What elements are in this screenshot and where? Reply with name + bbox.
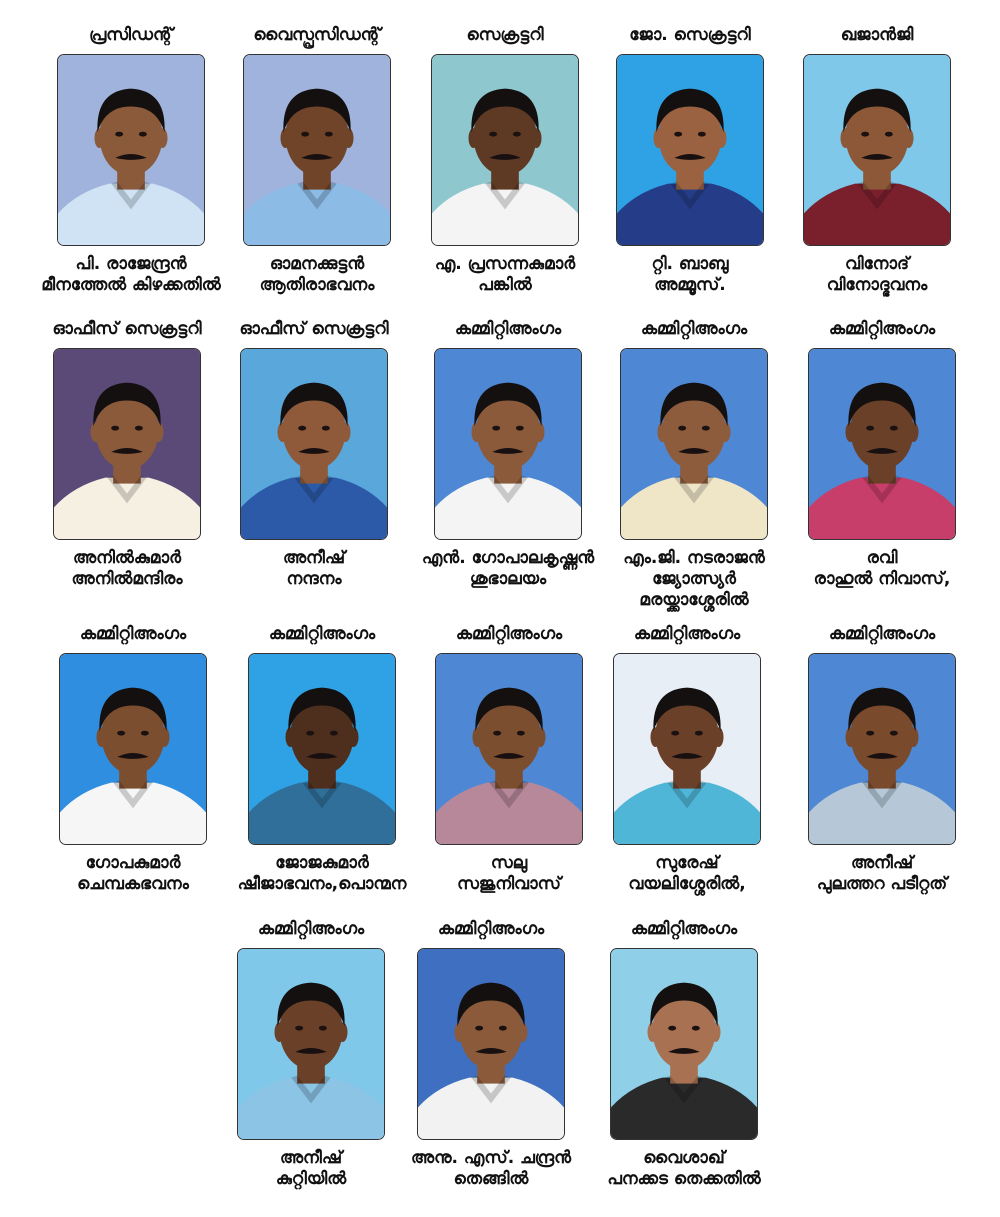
member-address-line: സജുനിവാസ് xyxy=(457,874,561,894)
member-address-line: അനിൽമന്ദിരം xyxy=(71,569,183,589)
member-card xyxy=(784,24,970,296)
member-details xyxy=(594,853,780,895)
member-card xyxy=(398,918,584,1190)
member-role: സെക്രട്ടറി xyxy=(466,25,544,45)
member-role: കമ്മിറ്റിഅംഗം xyxy=(454,319,562,339)
member-details xyxy=(34,548,220,590)
portrait-image xyxy=(238,949,384,1139)
member-card xyxy=(221,318,407,590)
member-photo xyxy=(616,54,764,246)
member-card xyxy=(34,318,220,590)
portrait-image xyxy=(804,55,950,245)
member-photo xyxy=(808,348,956,540)
member-role: ഓഫീസ് സെക്രട്ടറി xyxy=(239,319,389,339)
member-card xyxy=(597,24,783,296)
member-details xyxy=(416,853,602,895)
portrait-image xyxy=(244,55,390,245)
member-details xyxy=(412,254,598,296)
member-details xyxy=(789,548,975,590)
member-address-line: ജ്യോത്സ്യർ xyxy=(652,569,736,589)
member-role: കമ്മിറ്റിഅംഗം xyxy=(828,624,936,644)
member-name: റ്റി. ബാബു xyxy=(651,254,729,274)
member-details xyxy=(415,548,601,590)
member-name: അനീഷ് xyxy=(282,548,346,568)
member-photo xyxy=(237,948,385,1140)
portrait-image xyxy=(436,654,582,844)
portrait-image xyxy=(809,349,955,539)
portrait-image xyxy=(418,949,564,1139)
member-details xyxy=(784,254,970,296)
portrait-image xyxy=(621,349,767,539)
member-name: സലു xyxy=(490,853,528,873)
member-photo xyxy=(803,54,951,246)
member-photo xyxy=(57,54,205,246)
member-photo xyxy=(613,653,761,845)
member-photo xyxy=(434,348,582,540)
member-role: വൈസ്പ്രസിഡന്റ് xyxy=(253,25,381,45)
member-role: കമ്മിറ്റിഅംഗം xyxy=(633,624,741,644)
member-name: വൈശാഖ് xyxy=(643,1148,725,1168)
member-name: ഗോപകുമാർ xyxy=(85,853,181,873)
member-photo xyxy=(53,348,201,540)
member-card xyxy=(218,918,404,1190)
portrait-image xyxy=(809,654,955,844)
member-role: ജോ. സെക്രട്ടറി xyxy=(629,25,751,45)
member-card xyxy=(789,318,975,590)
member-name: എൻ. ഗോപാലകൃഷ്ണൻ xyxy=(421,548,595,568)
member-role: ഓഫീസ് സെക്രട്ടറി xyxy=(52,319,202,339)
member-photo xyxy=(620,348,768,540)
member-details xyxy=(601,548,787,611)
portrait-image xyxy=(249,654,395,844)
member-card xyxy=(601,318,787,611)
member-role: കമ്മിറ്റിഅംഗം xyxy=(828,319,936,339)
member-details xyxy=(218,1148,404,1190)
member-address-line: ശുഭാലയം xyxy=(469,569,547,589)
member-details xyxy=(789,853,975,895)
member-address-line: മീനത്തേൽ കിഴക്കതിൽ xyxy=(41,275,221,295)
member-details xyxy=(224,254,410,296)
member-address-line: മരയ്ക്കാശ്ശേരിൽ xyxy=(639,590,749,610)
member-card xyxy=(416,623,602,895)
member-name: സുരേഷ് xyxy=(655,853,719,873)
member-role: കമ്മിറ്റിഅംഗം xyxy=(630,919,738,939)
member-role: കമ്മിറ്റിഅംഗം xyxy=(257,919,365,939)
portrait-image xyxy=(58,55,204,245)
member-details xyxy=(221,548,407,590)
member-address-line: ചെമ്പകഭവനം xyxy=(77,874,189,894)
member-details xyxy=(38,254,224,296)
member-photo xyxy=(808,653,956,845)
member-name: ഓമനക്കുട്ടൻ xyxy=(269,254,365,274)
portrait-image xyxy=(60,654,206,844)
member-name: എ. പ്രസന്നകുമാർ xyxy=(434,254,576,274)
member-role: കമ്മിറ്റിഅംഗം xyxy=(640,319,748,339)
member-address-line: വിനോദ്ഭവനം xyxy=(826,275,928,295)
portrait-image xyxy=(54,349,200,539)
member-address-line: നന്ദനം xyxy=(286,569,342,589)
member-details xyxy=(597,254,783,296)
member-name: അനു. എസ്. ചന്ദ്രൻ xyxy=(410,1148,572,1168)
member-role: കമ്മിറ്റിഅംഗം xyxy=(79,624,187,644)
portrait-image xyxy=(611,949,757,1139)
member-name: പി. രാജേന്ദ്രൻ xyxy=(75,254,187,274)
member-name: അനീഷ് xyxy=(850,853,914,873)
member-details xyxy=(229,853,415,895)
member-name: ജോജകുമാർ xyxy=(275,853,369,873)
member-photo xyxy=(243,54,391,246)
member-photo xyxy=(248,653,396,845)
member-address-line: കുറ്റിയിൽ xyxy=(275,1169,347,1189)
member-address-line: ആതിരാഭവനം xyxy=(259,275,375,295)
member-address-line: ഷീജാഭവനം,പൊന്മന xyxy=(237,874,407,894)
member-card xyxy=(40,623,226,895)
member-photo xyxy=(435,653,583,845)
member-photo xyxy=(417,948,565,1140)
member-role: പ്രസിഡന്റ് xyxy=(89,25,173,45)
member-address-line: രാഹുൽ നിവാസ്, xyxy=(813,569,951,589)
member-role: ഖജാൻജി xyxy=(840,25,914,45)
member-photo xyxy=(240,348,388,540)
member-address-line: പങ്കിൽ xyxy=(478,275,532,295)
member-details xyxy=(40,853,226,895)
member-card xyxy=(38,24,224,296)
member-name: രവി xyxy=(866,548,898,568)
member-address-line: വയലിശ്ശേരിൽ, xyxy=(628,874,746,894)
member-role: കമ്മിറ്റിഅംഗം xyxy=(437,919,545,939)
member-name: വിനോദ് xyxy=(844,254,910,274)
member-photo xyxy=(431,54,579,246)
member-photo xyxy=(610,948,758,1140)
member-photo xyxy=(59,653,207,845)
member-details xyxy=(398,1148,584,1190)
member-card xyxy=(412,24,598,296)
member-address-line: പനക്കട തെക്കതിൽ xyxy=(607,1169,761,1189)
portrait-image xyxy=(614,654,760,844)
member-card xyxy=(229,623,415,895)
member-name: എം.ജി. നടരാജൻ xyxy=(623,548,765,568)
member-card xyxy=(224,24,410,296)
portrait-image xyxy=(435,349,581,539)
member-role: കമ്മിറ്റിഅംഗം xyxy=(455,624,563,644)
member-card xyxy=(591,918,777,1190)
portrait-image xyxy=(432,55,578,245)
member-name: അനിൽകുമാർ xyxy=(73,548,181,568)
member-card xyxy=(594,623,780,895)
member-role: കമ്മിറ്റിഅംഗം xyxy=(268,624,376,644)
member-card xyxy=(789,623,975,895)
portrait-image xyxy=(241,349,387,539)
member-card xyxy=(415,318,601,590)
portrait-image xyxy=(617,55,763,245)
member-details xyxy=(591,1148,777,1190)
member-address-line: അമ്മൂസ്. xyxy=(654,275,726,295)
member-name: അനീഷ് xyxy=(279,1148,343,1168)
member-address-line: പുലത്തറ പടീറ്റത് xyxy=(816,874,948,894)
member-address-line: തെങ്ങിൽ xyxy=(453,1169,529,1189)
